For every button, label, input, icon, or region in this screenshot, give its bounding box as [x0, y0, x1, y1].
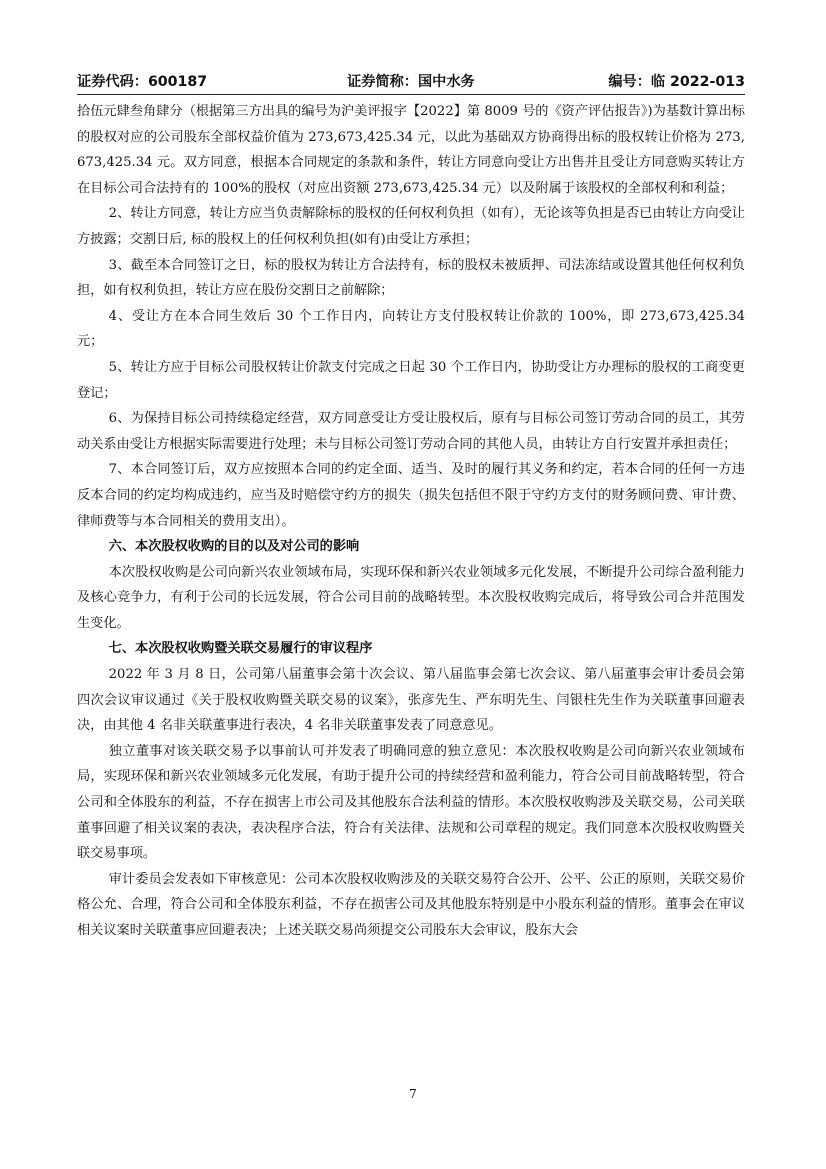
section-heading-6: 六、本次股权收购的目的以及对公司的影响 — [108, 539, 360, 555]
paragraph-clause-5: 5、转让方应于目标公司股权转让价款支付完成之日起 30 个工作日内，协助受让方办理标的股权的工商变更登记； — [77, 359, 745, 401]
paragraph-clause-3: 3、截至本合同签订之日，标的股权为转让方合法持有，标的股权未被质押、司法冻结或设置其他任何权利负担，如有权利负担，转让方应在股份交割日之前解除； — [77, 257, 745, 299]
paragraph-purpose: 本次股权收购是公司向新兴农业领域布局，实现环保和新兴农业领域多元化发展，不断提升公司综合盈利能力及核心竞争力，有利于公司的长远发展，符合公司目前的战略转型。本次股权收购完成后，将导致公司合并范围发生变化。 — [77, 564, 745, 631]
paragraph-price-basis: 拾伍元肆叁角肆分（根据第三方出具的编号为沪美评报字【2022】第 8009 号的《资产评估报告》)为基数计算出标的股权对应的公司股东全部权益价值为 273,673,425.34 元，以此为基础双方协商得出标的股权转让价格为 273,673,425.34 元。双方同意，根据本合同规定的条款和条件，转让方同意向受让方出售并且受让方同意购买转让方在目标公司合法持有的 100%的股权（对应出资额 273,673,425.34 元）以及附属于该股权的全部权利和利益； — [77, 104, 745, 196]
document-body — [77, 99, 745, 944]
page-number: 7 — [409, 1087, 417, 1101]
paragraph-clause-2: 2、转让方同意，转让方应当负责解除标的股权的任何权利负担（如有），无论该等负担是否已由转让方向受让方披露；交割日后, 标的股权上的任何权利负担(如有)由受让方承担； — [77, 206, 745, 247]
paragraph-audit-committee: 审计委员会发表如下审核意见：公司本次股权收购涉及的关联交易符合公开、公平、公正的原则，关联交易价格公允、合理，符合公司和全体股东利益，不存在损害公司及其他股东特别是中小股东利益的情形。董事会在审议相关议案时关联董事应回避表决；上述关联交易尚须提交公司股东大会审议，股东大会 — [77, 871, 745, 938]
stock-code: 证券代码：600187 — [77, 74, 208, 90]
paragraph-clause-6: 6、为保持目标公司持续稳定经营，双方同意受让方受让股权后，原有与目标公司签订劳动合同的员工，其劳动关系由受让方根据实际需要进行处理；未与目标公司签订劳动合同的其他人员，由转让方自行安置并承担责任； — [77, 411, 745, 452]
paragraph-clause-4: 4、受让方在本合同生效后 30 个工作日内，向转让方支付股权转让价款的 100%，即 273,673,425.34 元； — [77, 308, 745, 350]
paragraph-board-review: 2022 年 3 月 8 日，公司第八届董事会第十次会议、第八届监事会第七次会议、第八届董事会审计委员会第四次会议审议通过《关于股权收购暨关联交易的议案》，张彦先生、严东明先生、闫银柱先生作为关联董事回避表决，由其他 4 名非关联董事进行表决，4 名非关联董事发表了同意意见。 — [77, 667, 745, 734]
paragraph-independent-directors: 独立董事对该关联交易予以事前认可并发表了明确同意的独立意见：本次股权收购是公司向新兴农业领域布局，实现环保和新兴农业领域多元化发展，有助于提升公司的持续经营和盈利能力，符合公司目前战略转型，符合公司和全体股东的利益，不存在损害上市公司及其他股东合法利益的情形。本次股权收购涉及关联交易，公司关联董事回避了相关议案的表决，表决程序合法，符合有关法律、法规和公司章程的规定。我们同意本次股权收购暨关联交易事项。 — [77, 743, 745, 862]
paragraph-clause-7: 7、本合同签订后，双方应按照本合同的约定全面、适当、及时的履行其义务和约定，若本合同的任何一方违反本合同的约定均构成违约，应当及时赔偿守约方的损失（损失包括但不限于守约方支付的财务顾问费、审计费、律师费等与本合同相关的费用支出）。 — [77, 462, 745, 529]
section-heading-7: 七、本次股权收购暨关联交易履行的审议程序 — [108, 641, 373, 657]
stock-short-name: 证券简称：国中水务 — [347, 74, 475, 90]
page-header — [77, 70, 745, 95]
announcement-number: 编号：临 2022-013 — [608, 74, 745, 90]
